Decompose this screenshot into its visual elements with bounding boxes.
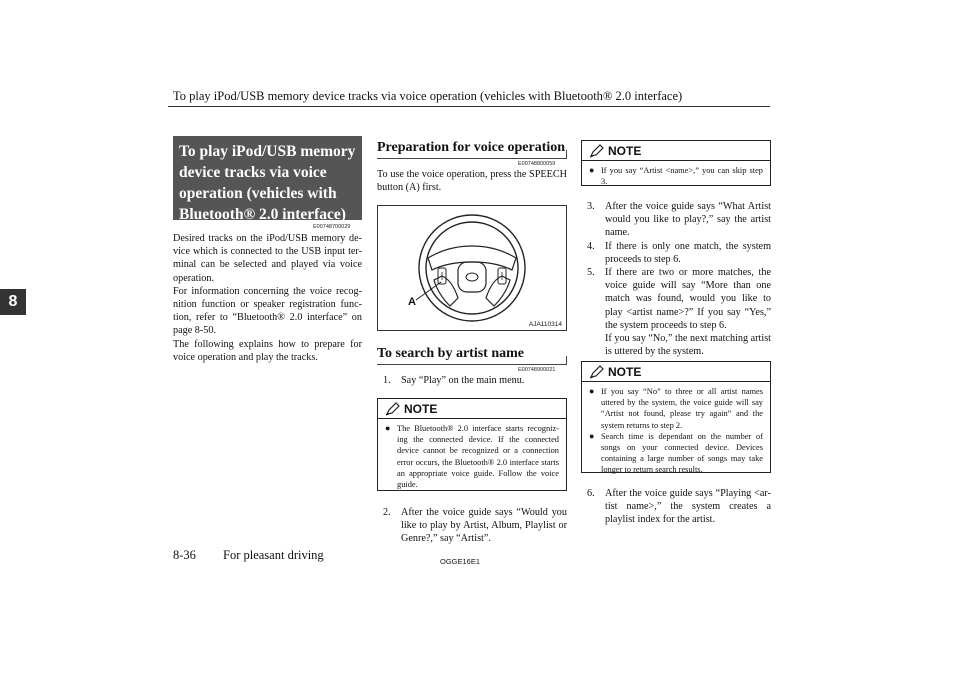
section-title-box — [173, 136, 362, 223]
step-6 — [587, 487, 771, 527]
intro-paragraph-2: For information concerning the voice recog-nition function or speaker registration func-tion, refer to “Bluetooth® 2.0 interface” on page 8-50. — [173, 285, 362, 337]
note-divider — [582, 381, 770, 382]
search-heading: To search by artist name — [377, 346, 524, 361]
note-divider — [582, 160, 770, 161]
note-divider — [378, 418, 566, 419]
note-heading — [385, 402, 559, 416]
note-item — [589, 386, 763, 431]
section-title-line-3: operation (vehicles with — [179, 185, 337, 202]
chapter-tab: 8 — [0, 289, 26, 315]
note-item-text: If you say “No” to three or all artist names uttered by the system, the voice guide will say “Artist not found, please try again” and the system returns to step 2. — [601, 387, 763, 430]
step-6-number: 6. — [587, 488, 595, 499]
step-4-text: If there is only one match, the system proceeds to step 6. — [605, 240, 771, 265]
step-1 — [383, 374, 567, 387]
note-item-text: The Bluetooth® 2.0 interface starts recogniz-ing the connected device. If the connected device cannot be recognized or a connection error occurs, the Bluetooth® 2.0 interface starts an appropriate voice guide. Follow the voice guide. — [397, 424, 559, 490]
intro-text — [173, 232, 362, 364]
step-1-text: Say “Play” on the main menu. — [401, 375, 525, 386]
step-3 — [587, 200, 771, 240]
search-heading-rule — [377, 364, 567, 365]
step-1-number: 1. — [383, 375, 391, 386]
section-title-line-1: To play iPod/USB memory — [179, 143, 356, 160]
note-box-2 — [581, 140, 771, 186]
note-item — [385, 423, 559, 490]
figure-code: AJA110314 — [528, 321, 562, 328]
note-label: NOTE — [608, 144, 642, 158]
bullet-icon: ● — [589, 430, 595, 441]
section-title-line-4: Bluetooth® 2.0 interface) — [179, 206, 346, 223]
search-heading-rule-end — [566, 356, 567, 364]
step-3-number: 3. — [587, 201, 595, 212]
intro-paragraph-1: Desired tracks on the iPod/USB memory de-vice which is connected to the USB input ter-minal can be selected and played via voice operation. — [173, 233, 362, 284]
note-label: NOTE — [404, 402, 438, 416]
steering-wheel-icon — [378, 206, 566, 330]
steps-list — [587, 200, 771, 358]
footer-section-name: For pleasant driving — [223, 548, 324, 562]
note-pencil-icon — [385, 402, 401, 416]
step-5-continued-text: If you say “No,” the next matching artist is uttered by the system. — [605, 333, 771, 358]
section-title-line-2: device tracks via voice — [179, 164, 327, 181]
footer-doc-code: OGGE16E1 — [440, 557, 481, 566]
bullet-icon: ● — [589, 386, 595, 396]
step-5-number: 5. — [587, 267, 595, 279]
step-5-text: If there are two or more matches, the voice guide will say “More than one match was found, would you like to play <artist name>?” If you say “Yes,” the system proceeds to step 6. — [605, 267, 771, 331]
step-2 — [383, 506, 567, 546]
step-5 — [587, 266, 771, 332]
step-5-continued — [587, 332, 771, 358]
step-2-text: After the voice guide says “Would you like to play by Artist, Album, Playlist or Genre?,” say “Artist”. — [401, 507, 567, 545]
note-item-text: If you say “Artist <name>,” you can skip step 3. — [601, 166, 763, 187]
step-4 — [587, 240, 771, 266]
note-box-3 — [581, 361, 771, 473]
steering-wheel-figure — [377, 205, 567, 331]
section-code: E00748700029 — [313, 224, 351, 230]
note-item-text: Search time is dependant on the number of songs on your connected device. Devices containing a large number of songs may take longer to return search results. — [601, 431, 763, 475]
step-2-number: 2. — [383, 507, 391, 518]
note-pencil-icon — [589, 365, 605, 379]
search-code: E00748900021 — [518, 367, 556, 373]
note-item — [589, 431, 763, 476]
prep-heading-rule — [377, 158, 567, 159]
note-pencil-icon — [589, 144, 605, 158]
page-number: 8-36 — [173, 548, 196, 562]
step-6-text: After the voice guide says “Playing <ar-tist name>,” the system creates a playlist index for the artist. — [605, 488, 771, 526]
step-4-number: 4. — [587, 240, 595, 252]
prep-heading: Preparation for voice operation — [377, 140, 566, 155]
note-box-1 — [377, 398, 567, 491]
header-rule — [168, 106, 770, 107]
bullet-icon: ● — [385, 423, 391, 433]
note-heading — [589, 365, 763, 379]
figure-label: A — [408, 296, 416, 308]
running-header: To play iPod/USB memory device tracks via voice operation (vehicles with Bluetooth® 2.0 interface) — [173, 89, 683, 103]
prep-code: E00748800059 — [518, 161, 556, 167]
bullet-icon: ● — [589, 165, 595, 175]
note-item — [589, 165, 763, 187]
note-label: NOTE — [608, 365, 642, 379]
step-5-continued-number — [587, 332, 605, 358]
step-3-text: After the voice guide says “What Artist would you like to play?,” say the artist name. — [605, 201, 771, 239]
note-heading — [589, 144, 763, 158]
intro-paragraph-3: The following explains how to prepare for voice operation and play the tracks. — [173, 338, 362, 363]
prep-heading-rule-end — [566, 150, 567, 158]
prep-text: To use the voice operation, press the SPEECH button (A) first. — [377, 169, 567, 194]
